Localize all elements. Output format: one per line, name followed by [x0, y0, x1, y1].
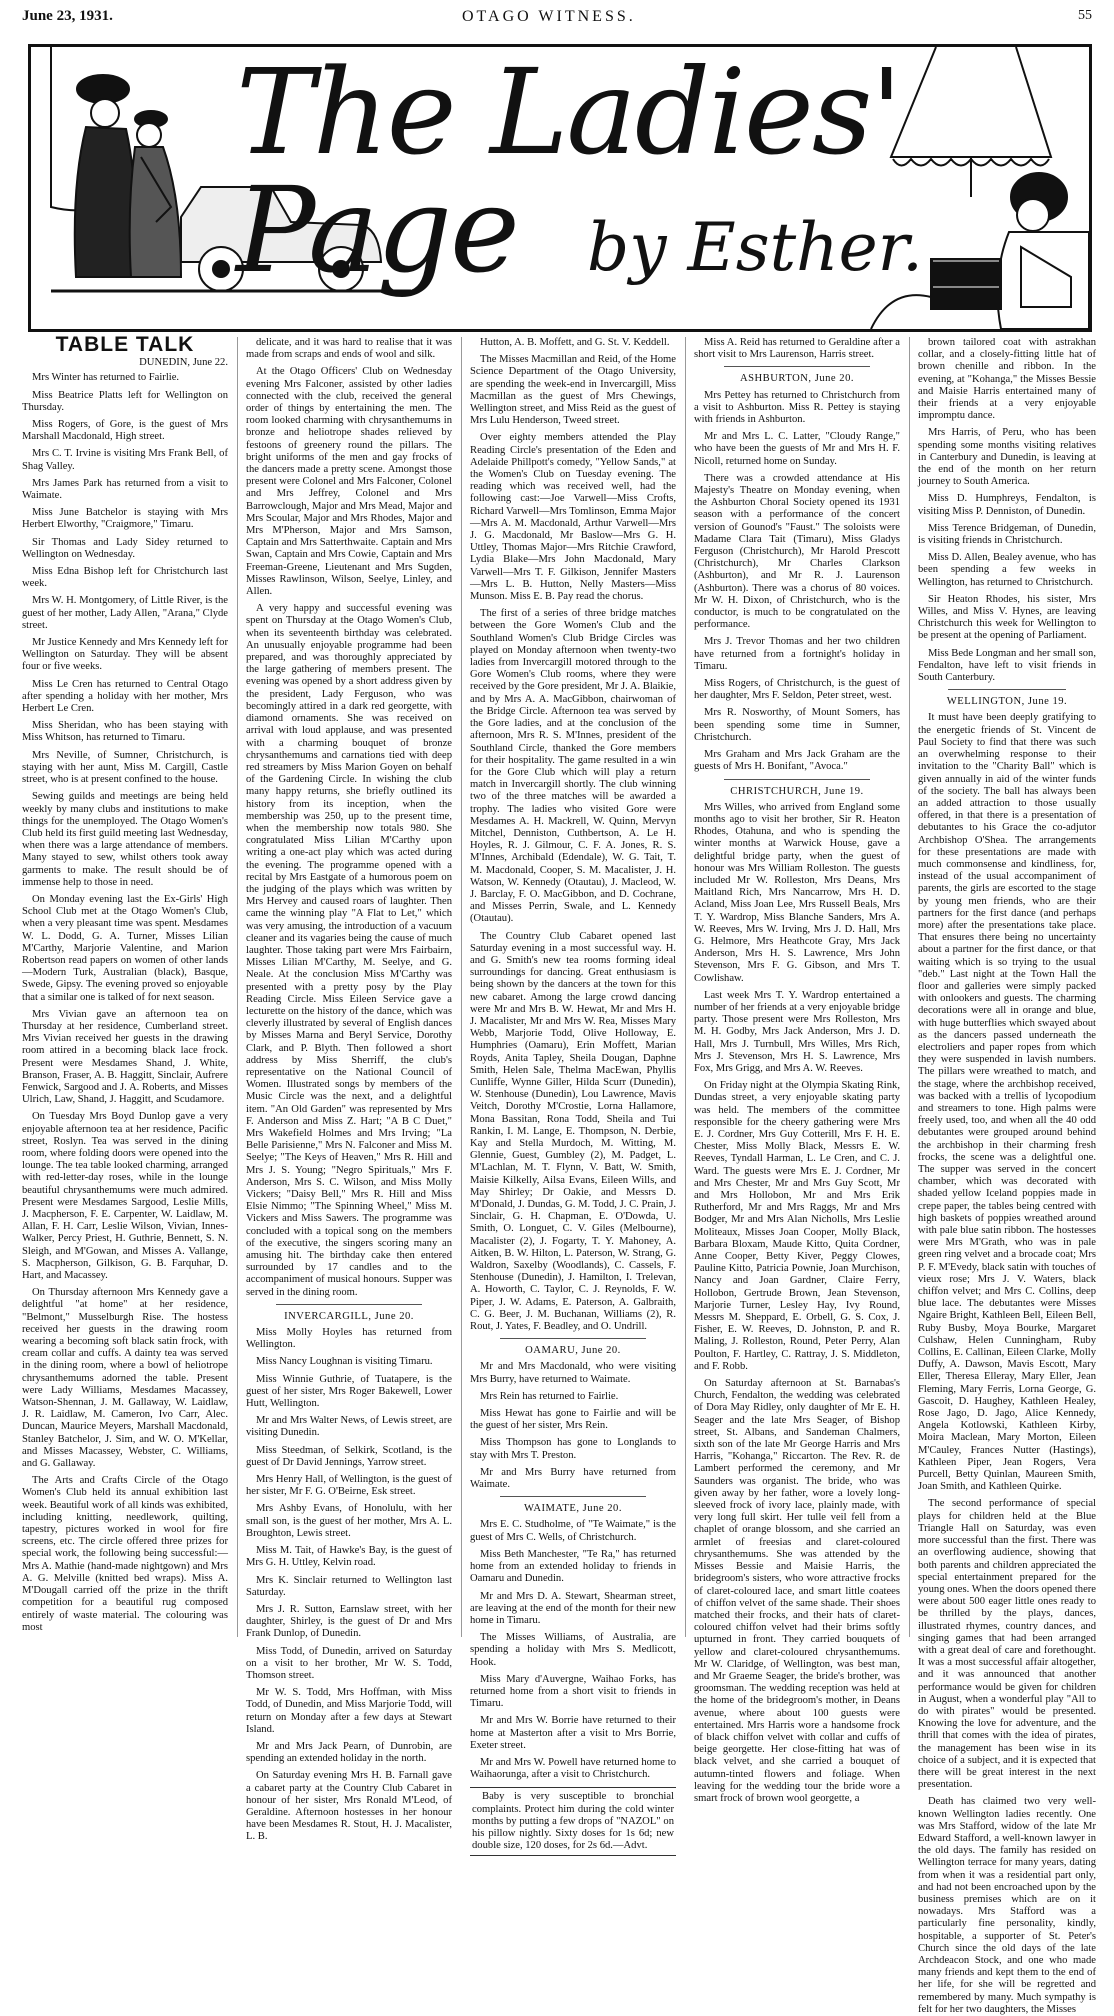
- paragraph: Death has claimed two very well-known Wellington ladies recently. One was Mrs Stafford, widow of the late Mr Edward Stafford, a well-known lawyer in the old days. The family has resided on Wellington terrace for many years, dating from when it was a residential part only, and had not been encroached upon by the business premises which are on it nowadays. Mrs Stafford was a particularly fine personality, kindly, hospitable, a supporter of St. Peter's Church since the old days of the late Archdeacon Stock, and one who made many friends and kept them to the end of her life, for she will be regretted and remembered by many. Much sympathy is felt for her two daughters, the Misses: [918, 1796, 1096, 2015]
- paragraph: Mrs Neville, of Sumner, Christchurch, is staying with her aunt, Miss M. Cargill, Castle street, who is at present confined to the house.: [22, 749, 228, 786]
- column-divider: [685, 337, 686, 1637]
- paragraph: On Thursday afternoon Mrs Kennedy gave a delightful "at home" at her residence, "Belmont," Musselburgh Rise. The hostess received her guests in the drawing room wearing a becoming soft black satin frock, with cream collar and cuffs. A dainty tea was served in the dining room, where a bowl of heliotrope chrysanthemums adorned the table. Present were Lady Williams, Mesdames Macassey, Watson-Shennan, J. M. Gallaway, W. Laidlaw, J. R. Laidlaw, M. Cameron, Ivo Carr, Alec. Duncan, Maurice Meyers, Marshall Macdonald, Stanley Batchelor, J. Sim, and W. O. M'Kellar, and Misses Macassey, Webster, C. Williams, and G. Gallaway.: [22, 1287, 228, 1470]
- paragraph: Mrs Winter has returned to Fairlie.: [32, 372, 180, 384]
- divider: [948, 689, 1066, 690]
- dateline: DUNEDIN, June 22.: [139, 357, 228, 369]
- paragraph: Mrs J. Trevor Thomas and her two children have returned from a fortnight's holiday in Timaru.: [694, 636, 900, 672]
- paragraph: Miss Mary d'Auvergne, Waihao Forks, has returned home from a short visit to friends in Timaru.: [470, 1673, 676, 1710]
- paragraph: Mr and Mrs Walter News, of Lewis street, are visiting Dunedin.: [246, 1415, 452, 1439]
- divider: [724, 366, 870, 367]
- dateline-oamaru: OAMARU, June 20.: [525, 1345, 621, 1357]
- divider: [276, 1304, 422, 1305]
- paragraph: Miss D. Allen, Bealey avenue, who has been spending a few weeks in Wellington, has returned to Christchurch.: [918, 552, 1096, 588]
- column-4: [694, 337, 900, 1804]
- paragraph: Miss June Batchelor is staying with Mrs Herbert Elworthy, "Craigmore," Timaru.: [22, 507, 228, 531]
- section-heading: TABLE TALK: [55, 333, 195, 356]
- banner-byline: by Esther.: [587, 209, 923, 286]
- paragraph: Mrs Harris, of Peru, who has been spending some months visiting relatives in Canterbury and Dunedin, is leaving at the end of the month on her return journey to South America.: [918, 427, 1096, 488]
- paragraph: On Friday night at the Olympia Skating Rink, Dundas street, a very enjoyable skating party was held. The members of the committee responsible for the cheery gathering were Mrs E. J. Cordner, Mrs Guy Cotterill, Mrs F. H. E. Chester, Miss Molly Black, Messrs E. W. Reeves, Tyndall Harman, L. Le Cren, and C. J. Ward. The guests were Mrs E. J. Cordner, Mr and Mrs Chester, Mr and Mrs Guy Scott, Mr and Mrs Hollobon, Mr and Mrs Erik Rutherford, Mr and Mrs Raggs, Mr and Mrs Bodger, Mr and Mrs Alan Nicholls, Mrs Leslie Moliteaux, Misses Joan Cooper, Molly Black, Barbara Bloxam, Maude Kitto, Quita Cordner, Anne Cooper, Betty Kiver, Peggy Clowes, Pauline Kitto, Patricia Pownie, Joan Murchison, Nancy and Joan Gardner, Claire Ferry, Hollobon, Gertrude Brown, Jean Stevenson, Marjorie Turner, Lesley Hay, Ivy Round, Messrs M. Sheppard, E. Orbell, G. S. Cox, J. Fisher, E. W. Reeves, D. Johnston, P. and R. Maling, J. Rolleston, Round, Peter Perry, Alan Poulton, F. Hartley, C. Rattray, J. S. Middleton, and F. Robb.: [694, 1080, 900, 1372]
- paragraph: Mrs J. R. Sutton, Earnslaw street, with her daughter, Shirley, is the guest of Dr and Mrs Frank Dunlop, of Dunedin.: [246, 1603, 452, 1640]
- paragraph: Miss Molly Hoyles has returned from Wellington.: [246, 1327, 452, 1351]
- paragraph: Miss Thompson has gone to Longlands to stay with Mrs T. Preston.: [470, 1437, 676, 1461]
- paragraph: Miss Beatrice Platts left for Wellington on Thursday.: [22, 389, 228, 413]
- column-3-body: [470, 337, 676, 1333]
- issue-date: June 23, 1931.: [22, 8, 113, 24]
- paragraph: Miss D. Humphreys, Fendalton, is visiting Miss P. Denniston, of Dunedin.: [918, 493, 1096, 517]
- paragraph: Mrs Ashby Evans, of Honolulu, with her small son, is the guest of her mother, Mrs A. L. Broughton, Lewis street.: [246, 1503, 452, 1539]
- paragraph: Mrs Pettey has returned to Christchurch from a visit to Ashburton. Miss R. Pettey is staying with friends in Ashburton.: [694, 389, 900, 426]
- paragraph: Mrs Rein has returned to Fairlie.: [480, 1390, 619, 1402]
- paragraph: Mr and Mrs D. A. Stewart, Shearman street, are leaving at the end of the month for their new home in Timaru.: [470, 1590, 676, 1626]
- paragraph: Miss M. Tait, of Hawke's Bay, is the guest of Mrs G. H. Uttley, Kelvin road.: [246, 1545, 452, 1569]
- paragraph: Miss Todd, of Dunedin, arrived on Saturday on a visit to her brother, Mr W. S. Todd, Thomson street.: [246, 1645, 452, 1681]
- paragraph: Miss Rogers, of Christchurch, is the guest of her daughter, Mrs F. Seldon, Peter street, west.: [694, 678, 900, 702]
- paragraph: Mr Justice Kennedy and Mrs Kennedy left for Wellington on Saturday. They will be absent four or five weeks.: [22, 637, 228, 673]
- paragraph: Miss A. Reid has returned to Geraldine after a short visit to Mrs Laurenson, Harris street.: [694, 337, 900, 361]
- paragraph: On Monday evening last the Ex-Girls' High School Club met at the Otago Women's Club, when a very pleasant time was spent. Mesdames W. L. Dodd, G. A. Turner, Misses Lilian M'Carthy, Marjorie Valentine, and Marion Robertson read papers on women of other lands—Modern Turk, Australian (black), Basque, Swede, Gipsy. The evening proved so enjoyable that a similar one is talked of for next season.: [22, 893, 228, 1003]
- paragraph: delicate, and it was hard to realise that it was made from scraps and ends of wool and silk.: [246, 337, 452, 361]
- column-4-body-ashburton: [694, 390, 900, 774]
- nazol-advertisement: Baby is very susceptible to bronchial complaints. Protect him during the cold winter months by putting a few drops of "NAZOL" on his pillow nightly. Sixty doses for 1s 6d; new double size, 120 doses, for 2s 6d.—Advt.: [470, 1787, 676, 1856]
- paragraph: Mr and Mrs Macdonald, who were visiting Mrs Burry, have returned to Waimate.: [470, 1361, 676, 1385]
- paragraph: Mr and Mrs Jack Pearn, of Dunrobin, are spending an extended holiday in the north.: [246, 1740, 452, 1765]
- paragraph: Hutton, A. B. Moffett, and G. St. V. Keddell.: [480, 337, 670, 348]
- running-head: [22, 0, 1092, 32]
- paragraph: Sewing guilds and meetings are being held weekly by many clubs and institutions to make things for the unemployed. The Otago Women's Club held its first guild meeting last Wednesday, when there was a large attendance of members. Many stayed to sew, whilst others took away garments to make. The result should be of immense help to those in need.: [22, 791, 228, 888]
- column-1-body: [22, 372, 228, 1634]
- dateline-ashburton: ASHBURTON, June 20.: [739, 373, 855, 385]
- paragraph: Miss Edna Bishop left for Christchurch last week.: [22, 566, 228, 590]
- column-5-body: [918, 337, 1096, 684]
- paragraph: Miss Terence Bridgeman, of Dunedin, is visiting friends in Christchurch.: [918, 522, 1096, 547]
- page-number: 55: [1078, 8, 1092, 23]
- paragraph: The Country Club Cabaret opened last Saturday evening in a most successful way. H. and G. Smith's new tea rooms forming ideal surroundings for dancing. Great enthusiasm is being shown by the dancers at the town for this new cabaret. Among the large crowd dancing were Mr and Mrs B. W. Hewat, Mr and Mrs H. J. Macalister, Mr and Mrs W. Rea, Misses Mary Webb, Marjorie Todd, Olive Holloway, E. Humphries (Oamaru), Erin Moffett, Marian Royds, Anita Tapley, Sheila Dougan, Daphne Smith, Helen Sale, Thelma MacEwan, Phyllis Cunliffe, Wynne Giller, Hilda Scurr (Dunedin), W. Stenhouse (Dunedin), Lou Lawrence, Mavis Veitch, Dorothy M'Crostie, Lorna Hallamore, Mona Bassitan, Rona Todd, Sheila and Tui Rankin, I. M. Lange, E. Thompson, N. Derbie, Kay and Stella Murdoch, M. Witting, M. Glennie, Guest, Gumbley (2), M. Padget, L. M'Lachlan, M. T. Flynn, V. Batt, W. Smith, Maisie Kilkelly, Ailsa Evans, Eileen Wills, and May Shirley; Dr Oakie, and Messrs D. M'Donald, J. Dundas, G. M. Todd, J. C. Prain, J. Sinclair, G. H. Chapman, E. O'Dowda, U. Smith, O. Longuet, C. V. Giles (Melbourne), Macalister (2), J. Fogarty, T. Y. Mahoney, A. Aitken, B. W. Hilton, L. Paterson, W. Strang, G. Waldron, Saxelby (Woodlands), C. Cassels, F. Stenhouse (Dunedin), J. Hamilton, I. Trelevan, A. Howorth, C. Taylor, C. J. Reynolds, F. W. Piper, J. W. Adams, E. Paterson, A. Galbraith, C. G. Beer, J. M. Buchanan, Williams (2), R. Rout, J. Yates, F. Beadley, and O. Undrill.: [470, 930, 676, 1333]
- paragraph: Mrs Graham and Mrs Jack Graham are the guests of Mrs H. Bonifant, "Avoca.": [694, 749, 900, 773]
- column-4-body: [694, 337, 900, 361]
- paragraph: Sir Heaton Rhodes, his sister, Mrs Willes, and Miss V. Hynes, are leaving Christchurch this week for Wellington to be present at the opening of Parliament.: [918, 593, 1096, 642]
- paragraph: Miss Steedman, of Selkirk, Scotland, is the guest of Dr David Jennings, Yarrow street.: [246, 1444, 452, 1468]
- dateline-christchurch: CHRISTCHURCH, June 19.: [730, 785, 864, 797]
- column-4-body-christchurch: [694, 802, 900, 1805]
- divider: [500, 1496, 646, 1497]
- paragraph: The Arts and Crafts Circle of the Otago Women's Club held its annual exhibition last week. Beautiful work of all kinds was exhibited, including knitting, needlework, quilting, tapestry, pictures worked in wool for fire screens, etc. The circle offered three prizes for special work, the following being successful:—Mrs A. Mathie (hand-made nightgown) and Mrs A. G. Melville (knitted bed wraps). Miss A. M'Dougall carried off the prize in the thrift competition for a beautiful rug composed entirely of waste material. The colouring was most: [22, 1475, 228, 1633]
- paragraph: Mrs W. H. Montgomery, of Little River, is the guest of her mother, Lady Allen, "Arana," Clyde street.: [22, 595, 228, 631]
- paragraph: The first of a series of three bridge matches between the Gore Women's Club and the Southland Women's Club Bridge Circles was played on Monday afternoon when twenty-two ladies from Invercargill motored through to the Gore Women's Club rooms, where they were received by the Gore president, Mr J. A. Blaikie, and by Mrs A. A. MacGibbon, chairwoman of the Bridge Circle. Afternoon tea was served by the Gore ladies, and at the conclusion of the afternoon, Mrs R. S. M'Innes, president of the Southland Circle, thanked the Gore members for their hospitality. The game resulted in a win for the Gore Club which will play a return match in Invercargill shortly. The club winning two of the three matches will be awarded a trophy. The ladies who visited Gore were Mesdames A. H. Mackrell, W. Quinn, Mervyn Mitchel, Denniston, Cuthbertson, A. Le H. Hoyles, R. J. Gilmour, C. F. A. Jones, R. S. M'Innes, Archibald (Edendale), W. G. Tait, T. M. Macdonald, Cooper, S. M. Macalister, J. H. Watson, W. Kennedy (Otautau), J. Macleod, W. J. Barclay, F. O. MacGibbon, and D. Cochrane, and Misses Perrin, Swale, and L. Kennedy (Otautau).: [470, 608, 676, 925]
- paragraph: Last week Mrs T. Y. Wardrop entertained a number of her friends at a very enjoyable bridge party. Those present were Mrs Rolleston, Mrs M. H. Godby, Mrs Jack Anderson, Mrs J. D. Hall, Mrs J. Turnbull, Mrs Willes, Mrs Rich, Mrs J. Stevenson, Mrs H. S. Lawrence, Mrs Fox, Mrs Grigg, and Mrs A. W. Reeves.: [694, 989, 900, 1074]
- newspaper-name: OTAGO WITNESS.: [462, 8, 636, 25]
- column-3: [470, 337, 676, 1852]
- paragraph: At the Otago Officers' Club on Wednesday evening Mrs Falconer, assisted by other ladies connected with the club, received the general order of things by entertaining the men. The room looked charming with chrysanthemums in bronze and heliotrope shades relieved by festoons of greenery round the pillars. The bright uniforms of the men and gay frocks of the dancers made a pretty scene. Amongst those present were Colonel and Mrs Falconer, Colonel and Mrs Jeffrey, Colonel and Mrs Barrowclough, Major and Mrs Mead, Major and Mrs Scoular, Major and Mrs Rhodes, Major and Mrs M'Pherson, Major and Mrs Samson, Captain and Mrs Satterthwaite. Captain and Mrs Swan, Captain and Mrs Cowie, Captain and Mrs Freeman-Greene, Lieutenant and Mrs Sugden, Misses Rawlinson, Wilson, Seelye, Linley, and Allen.: [246, 366, 452, 598]
- paragraph: It must have been deeply gratifying to the energetic friends of St. Vincent de Paul Society to find that there was such an overwhelming response to their invitation to the "Charity Ball" which is given annually in aid of the winter funds of the society. The ball has always been an added attraction to those usually offered, in that there is a presentation of debutantes to his Grace the co-adjutor Archbishop O'Shea. The arrangements for these presentations are made with much commonsense and kindliness, for, instead of the usual accompaniment of parents, the girls are escorted to the stage by young men friends, who are their partners for the first dance (and perhaps more) after the presentations take place. That ensures there being no uncertainty about a partner for the first dance, or that waiting which is so trying to the usual "deb." Last night at the Town Hall the floor and galleries were simply packed with onlookers and guests. The charming decorations were all in orange and blue, with huge butterflies which swayed about as the dancers passed underneath the electroliers and paper ropes from which they were suspended in lavish numbers. The pillars were wreathed to match, and the stage, where the archbishop received, was backed with a trellis of lycopodium and streamers to tone. High palms were freely used, too, and when all the 40 odd debutantes were grouped around behind the archbishop in their charming fresh frocks, the scene was a delightful one. The supper was served in the concert chamber, which was decorated with shaded yellow Iceland poppies made in crepe paper, the tables being centred with high baskets of poppies wreathed around with pale blue satin ribbon. The hostesses were Mrs M'Grath, who was in pale green ring velvet and a brocade coat; Mrs P. F. M'Evedy, black satin with touches of vieux rose; Mrs J. V. Waters, black chiffon velvet; and Mrs C. Collins, deep blue lace. The debutantes were Misses Ngaire Bright, Kathleen Bell, Eileen Bell, Ruby Busby, Moya Bourke, Margaret Culshaw, Helen Cunningham, Ruby Collins, E. Callinan, Eileen Clarke, Molly Duffy, A. Dawson, Mavis Escott, Mary Eller, Theresa Elleray, Mary Eller, Jean Fleming, Mary Ferris, Lorna George, G. Gascoit, D. Haughey, Kathleen Healey, Rose Jago, D. Jago, Alice Kennedy, Angela Kotlowski, Kathleen Kirby, Moira Maclean, Mary Morton, Eileen M'Cauley, Frances Nutter (Hastings), Kathleen Piper, Jean Rogers, Vera Purcell, Betty Quinlan, Maureen Smith, Joan Smith, and Kathleen Quirke.: [918, 712, 1097, 1493]
- column-3-body-waimate: [470, 1519, 676, 1781]
- dateline-waimate: WAIMATE, June 20.: [524, 1503, 622, 1515]
- paragraph: Miss Winnie Guthrie, of Tuatapere, is the guest of her sister, Mrs Roger Bakewell, Lower Hutt, Wellington.: [246, 1373, 452, 1410]
- column-1: [22, 333, 228, 1637]
- column-divider: [461, 337, 462, 1637]
- paragraph: A very happy and successful evening was spent on Thursday at the Otago Women's Club, when its seventeenth birthday was celebrated. An unusually enjoyable programme had been prepared, and was thoroughly appreciated by the large gathering of members present. The evening was opened by a short address given by the president, Lady Ferguson, who was becomingly attired in a dark red georgette, with diamond ornaments. She was received on arrival with loud applause, and was presented with a charming bouquet of bronze chrysanthemums and carnations tied with deep red streamers by Miss Marion Goyen on behalf of the Gardening Circle. In wishing the club many happy returns, she briefly outlined its history from its inception, when the membership was 250, up to the present time, when the membership now totals 980. She congratulated Miss Lilian M'Carthy upon writing a one-act play which was acted during the evening. The programme opened with a recital by Mrs Eastgate of a humorous poem on the judging of the plays which was written by Mrs Hervey and caused roars of laughter. Then came the winning play "A Flat to Let," which was very amusing, the introduction of a vacuum cleaner and its vagaries being the cause of much laughter. Those taking part were Mrs Fairbairn, Misses Lilian M'Carthy, M. Seelye, and G. Neale. At the conclusion Miss M'Carthy was presented with a pretty posy by the Play Reading Circle. Miss Eileen Service gave a lecturette on the history of the dance, which was cleverly illustrated by several of English dances by Misses Marna and Beryl Service, Dorothy Clark, and P. Blyth. Then followed a short address by Miss Sherriff, the club's representative on the National Council of Women. Illustrated songs by members of the Music Circle was the next, and a delightful item. "An Old Garden" was represented by Mrs F. Anderson and Miss Z. Hart; "A B C Duet," Mrs Wakefield Holmes and Mrs Irving; "La Belle Parisienne," Mrs N. Falconer and Miss M. Seelye; "The Keys of Heaven," Mrs R. Hill and Mrs J. S. Young; "Negro Spirituals," Mrs F. Anderson, Mrs S. C. Wilson, and Miss Molly Vickers; "Daisy Bell," Mrs R. Hill and Miss Elsie Nimmo; "The Spinning Wheel," Miss M. Vickers and Miss Sawers. The programme was concluded with a topical song on the members of the executive, the singers scoring many an amusing hit. The birthday cake then entered surrounded by 17 candles and to the accompaniment of musical honours. Supper was served in the dining room.: [246, 603, 452, 1298]
- paragraph: Mrs James Park has returned from a visit to Waimate.: [22, 477, 228, 502]
- paragraph: Mrs Willes, who arrived from England some months ago to visit her brother, Sir R. Heaton Rhodes, Otahuna, and who is spending the winter months at Warwick House, gave a delightful bridge party, when the guest of honour was Mrs William Rolleston. The guests included Mr W. Rolleston, Mrs Deans, Mrs Maitland Rich, Mrs Nancarrow, Mrs H. D. Acland, Miss Joan Lee, Mrs Russell Beals, Mrs T. Y. Wardrop, Miss Blanche Sanders, Mrs A. W. Reeves, Mrs W. Irving, Mrs J. D. Hall, Mrs G. Helmore, Mrs Heathcote Gray, Mrs Jack Anderson, Mrs H. S. Lawrence, Mrs John Stevenson, Mrs F. G. Gibson, and Mrs T. Cowlishaw.: [694, 801, 900, 984]
- paragraph: Sir Thomas and Lady Sidey returned to Wellington on Wednesday.: [22, 536, 228, 560]
- paragraph: brown tailored coat with astrakhan collar, and a closely-fitting little hat of brown chenille and ribbon. In the evening, at "Kohanga," the Misses Bessie and Maisie Harris entertained many of their friends at a very enjoyable impromptu dance.: [918, 337, 1096, 422]
- article-columns: [22, 333, 1098, 2015]
- paragraph: The Misses Williams, of Australia, are spending a holiday with Mrs S. Medlicott, Hook.: [470, 1632, 676, 1668]
- paragraph: Mr and Mrs L. C. Latter, "Cloudy Range," who have been the guests of Mr and Mrs H. F. Nicoll, returned home on Sunday.: [694, 431, 900, 467]
- paragraph: Mr and Mrs W. Powell have returned home to Waihaorunga, after a visit to Christchurch.: [470, 1756, 676, 1781]
- paragraph: Mr W. S. Todd, Mrs Hoffman, with Miss Todd, of Dunedin, and Miss Marjorie Todd, will return on Monday after a few days at Stewart Island.: [246, 1687, 452, 1735]
- dateline-wellington: WELLINGTON, June 19.: [946, 696, 1068, 708]
- column-5-body-wellington: [918, 712, 1096, 2016]
- paragraph: Miss Bede Longman and her small son, Fendalton, have left to visit friends in South Canterbury.: [918, 647, 1097, 684]
- column-5: [918, 337, 1097, 2015]
- paragraph: Miss Beth Manchester, "Te Ra," has returned home from an extended holiday to friends in Oamaru and Dunedin.: [470, 1548, 676, 1585]
- column-2: [246, 337, 452, 1843]
- dateline-invercargill: INVERCARGILL, June 20.: [284, 1310, 414, 1322]
- paragraph: Mrs R. Nosworthy, of Mount Somers, has been spending some time in Sumner, Christchurch.: [694, 707, 900, 743]
- divider: [724, 779, 870, 780]
- paragraph: The second performance of special plays for children held at the Blue Triangle Hall on Saturday, was even more successful than the first. There was an overflowing audience, showing that both parents and children appreciated the special entertainment prepared for the young ones. When the doors opened there were about 500 eager little ones ready to be thrilled by the plays, dances, illustrated rhymes, country dances, and singing games that had been arranged with a great deal of care and forethought. It was a most successful affair altogether, and it was announced that another performance would be given for children in August, when a wonderful play "All to do with pirates" would be presented. Knowing the love for adventure, and the thrill that comes with the idea of pirates, the management has been wise in its choice of a subject, and it is expected that there will be great interest in the next presentation.: [918, 1498, 1096, 1791]
- paragraph: Mrs Henry Hall, of Wellington, is the guest of her sister, Mr F. G. O'Beirne, Esk street.: [246, 1474, 452, 1498]
- paragraph: Miss Rogers, of Gore, is the guest of Mrs Marshall Macdonald, High street.: [22, 419, 228, 443]
- ladies-page-banner: [28, 44, 1092, 332]
- paragraph: Over eighty members attended the Play Reading Circle's presentation of the Eden and Adelaide Phillpott's comedy, "Yellow Sands," at the Women's Club on Tuesday evening. The reading which was received well, had the following cast:—Joe Varwell—Miss Crofts, Richard Varwell—Mrs Tomlinson, Emma Major—Mrs A. M. Macdonald, Arthur Varwell—Mrs J. G. Macdonald, Mr Baslow—Mrs G. H. Uttley, Thomas Major—Mrs Ritchie Crawford, Lydia Blake—Mrs John Macdonald, Mary Varwell—Mrs T. F. Gilkison, Jennifer Masters—Mrs L. B. Hutton, Nelly Masters—Miss Munson. Miss E. B. Pay read the chorus.: [470, 432, 676, 603]
- paragraph: Mrs K. Sinclair returned to Wellington last Saturday.: [246, 1574, 452, 1598]
- paragraph: Mr and Mrs Burry have returned from Waimate.: [470, 1466, 676, 1491]
- banner-title: The Ladies' Page: [236, 43, 901, 299]
- column-2-body: [246, 337, 452, 1299]
- column-divider: [909, 337, 910, 1637]
- column-3-body-oamaru: [470, 1361, 676, 1491]
- paragraph: Mrs E. C. Studholme, of "Te Waimate," is the guest of Mrs C. Wells, of Christchurch.: [470, 1519, 676, 1543]
- paragraph: Mrs C. T. Irvine is visiting Mrs Frank Bell, of Shag Valley.: [22, 448, 228, 472]
- column-2-body-invercargill: [246, 1327, 452, 1844]
- divider: [500, 1338, 646, 1339]
- paragraph: The Misses Macmillan and Reid, of the Home Science Department of the Otago University, are spending the week-end in Invercargill, Miss Macmillan as the guest of Mrs Chewings, Wellington street, and Miss Reid as the guest of Mrs Lulu Henderson, Tweed street.: [470, 354, 676, 427]
- paragraph: Miss Sheridan, who has been staying with Miss Whitson, has returned to Timaru.: [22, 720, 228, 744]
- paragraph: On Saturday evening Mrs H. B. Farnall gave a cabaret party at the Country Club Cabaret in honour of her sister, Mrs Ronald M'Leod, of Geraldine. Afternoon hostesses in her honour have been Mesdames R. Stout, H. J. Macalister, L. B.: [246, 1770, 452, 1843]
- paragraph: On Tuesday Mrs Boyd Dunlop gave a very enjoyable afternoon tea at her residence, Pacific street, Roslyn. Tea was served in the dining room, where folding doors were opened into the lounge. The tea table looked charming, arranged with red-letter-day roses, while in the lounge beautiful chrysanthemums were much admired. Present were Mesdames Sargood, Leslie Mills, J. Macpherson, F. E. Carpenter, W. Laidlaw, M. Allan, F. H. Carr, Leslie Wilson, Vivian, Innes-Walker, Percy Priest, H. Guthrie, Bennett, S. N. Sleigh, and M'Gowan, and Misses A. Vallange, S. Macpherson, Gilkison, G. B. Farquhar, D. Hart, and Macassey.: [22, 1111, 228, 1282]
- paragraph: Miss Hewat has gone to Fairlie and will be the guest of her sister, Mrs Rein.: [470, 1408, 676, 1432]
- paragraph: Mr and Mrs W. Borrie have returned to their home at Masterton after a visit to Mrs Borrie, Exeter street.: [470, 1715, 676, 1751]
- paragraph: On Saturday afternoon at St. Barnabas's Church, Fendalton, the wedding was celebrated of Dora May Ridley, only daughter of Mr E. H. Seager and the late Mrs Seager, of Bishop street, St. Albans, and Sandeman Chalmers, sixth son of the late Mr George Harris and Mrs Harris, "Kohanga," Riccarton. The Rev. R. de Lambert performed the ceremony, and Mr Saunders was organist. The bride, who was given away by her father, wore a lovely long-sleeved frock of ivory lace, plainly made, with very long full skirt. Her tulle veil fell from a chaplet of orange blossom, and she carried an armlet of freesias and claret-coloured chrysanthemums. She was attended by the Misses Bessie and Maisie Harris, the bridegroom's sisters, who wore attractive frocks of claret-coloured lace, and smart little coatees of chiffon velvet of the same shade. Their shoes matched their frocks, and their hats of claret-coloured chiffon velvet had their brims softly upturned in front. They carried bouquets of yellow and claret-coloured chrysanthemums. Mr W. Claridge, of Wellington, was best man, and Mr Graeme Seager, the bride's brother, was groomsman. The wedding reception was held at the home of the bridegroom's mother, in Deans avenue, where about 100 guests were entertained. Mrs Harris wore a handsome frock of black chiffon velvet with collar and cuffs of beige georgette. Her close-fitting hat was of black velvet, and she carried a bouquet of autumn-tinted flowers and foliage. When leaving for the wedding tour the bride wore a smart frock of brown wool georgette, a: [694, 1378, 900, 1804]
- paragraph: There was a crowded attendance at His Majesty's Theatre on Monday evening, when the Ashburton Choral Society opened its 1931 season with a performance of the concert version of Gounod's "Faust." The soloists were Madame Clara Tait (Timaru), Miss Gladys Ferguson (Christchurch), Mr Harold Prescott (Christchurch), Mr Charles Clarkson (Ashburton), and Mr R. J. Laurenson (Ashburton). There was a chorus of 80 voices. Mr W. H. Dixon, of Christchurch, who is the conductor, is much to be congratulated on the performance.: [694, 472, 900, 631]
- column-divider: [237, 337, 238, 1637]
- paragraph: Mrs Vivian gave an afternoon tea on Thursday at her residence, Cumberland street. Mrs Vivian received her guests in the drawing room attired in a becoming black lace frock. Present were Mesdames Shand, J. White, Branson, Fraser, A. B. Haggitt, Sinclair, Aufrere Fenwick, Sargood and J. A. Roberts, and Misses Ulrich, Law, Shand, J. Haggitt, and Scudamore.: [22, 1008, 228, 1106]
- paragraph: Miss Le Cren has returned to Central Otago after spending a holiday with her mother, Mrs Herbert Le Cren.: [22, 678, 228, 715]
- paragraph: Miss Nancy Loughnan is visiting Timaru.: [256, 1356, 433, 1368]
